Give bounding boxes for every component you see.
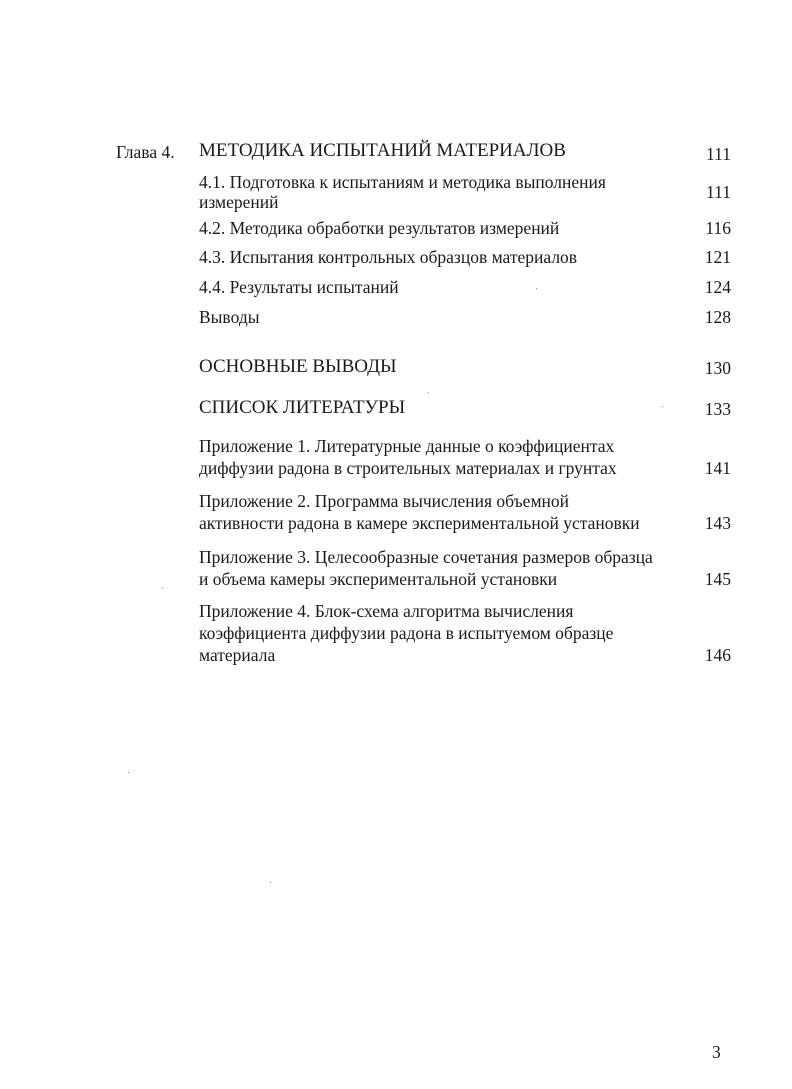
toc-entry-4-1-line-1: 4.1. Подготовка к испытаниям и методика выполнения bbox=[199, 172, 606, 192]
toc-appendix-4-line-3: материала bbox=[199, 645, 276, 665]
toc-entry-conclusions-ch4-page: 128 bbox=[704, 307, 731, 327]
scan-speck bbox=[662, 406, 663, 407]
toc-entry-4-1-line-2: измерений bbox=[199, 192, 279, 212]
toc-appendix-2-page: 143 bbox=[704, 513, 731, 533]
toc-entry-4-4: 4.4. Результаты испытаний bbox=[199, 277, 399, 297]
toc-appendix-4-page: 146 bbox=[704, 645, 731, 665]
scan-speck bbox=[428, 392, 429, 393]
scan-speck bbox=[128, 772, 129, 773]
toc-entry-4-3: 4.3. Испытания контрольных образцов материалов bbox=[199, 247, 578, 267]
toc-appendix-3-line-1: Приложение 3. Целесообразные сочетания размеров образца bbox=[199, 547, 653, 567]
toc-entry-conclusions-ch4: Выводы bbox=[199, 307, 260, 327]
toc-appendix-1-line-2: диффузии радона в строительных материалах и грунтах bbox=[199, 458, 617, 478]
page-number: 3 bbox=[712, 1042, 721, 1062]
toc-appendix-1-line-1: Приложение 1. Литературные данные о коэффициентах bbox=[199, 436, 615, 456]
toc-appendix-2-line-1: Приложение 2. Программа вычисления объемной bbox=[199, 491, 570, 511]
toc-appendix-4-line-1: Приложение 4. Блок-схема алгоритма вычисления bbox=[199, 601, 574, 621]
toc-entry-4-4-page: 124 bbox=[704, 277, 731, 297]
toc-entry-4-3-page: 121 bbox=[704, 247, 731, 267]
toc-references: СПИСОК ЛИТЕРАТУРЫ bbox=[199, 397, 406, 418]
toc-appendix-3-page: 145 bbox=[704, 569, 731, 589]
toc-appendix-4-line-2: коэффициента диффузии радона в испытуемом образце bbox=[199, 623, 614, 643]
toc-references-page: 133 bbox=[704, 399, 731, 419]
chapter-label: Глава 4. bbox=[116, 142, 175, 162]
toc-entry-4-2: 4.2. Методика обработки результатов измерений bbox=[199, 218, 560, 238]
toc-entry-4-2-page: 116 bbox=[705, 218, 731, 238]
toc-appendix-1-page: 141 bbox=[704, 458, 731, 478]
scan-speck bbox=[270, 882, 271, 883]
chapter-page: 111 bbox=[706, 144, 731, 164]
toc-appendix-3-line-2: и объема камеры экспериментальной установки bbox=[199, 569, 558, 589]
toc-main-conclusions: ОСНОВНЫЕ ВЫВОДЫ bbox=[199, 356, 397, 377]
toc-appendix-2-line-2: активности радона в камере экспериментальной установки bbox=[199, 513, 640, 533]
toc-entry-4-1-page: 111 bbox=[706, 182, 731, 202]
chapter-title: МЕТОДИКА ИСПЫТАНИЙ МАТЕРИАЛОВ bbox=[199, 140, 566, 161]
scan-speck bbox=[536, 288, 537, 289]
toc-main-conclusions-page: 130 bbox=[704, 358, 731, 378]
scan-speck bbox=[162, 588, 163, 589]
